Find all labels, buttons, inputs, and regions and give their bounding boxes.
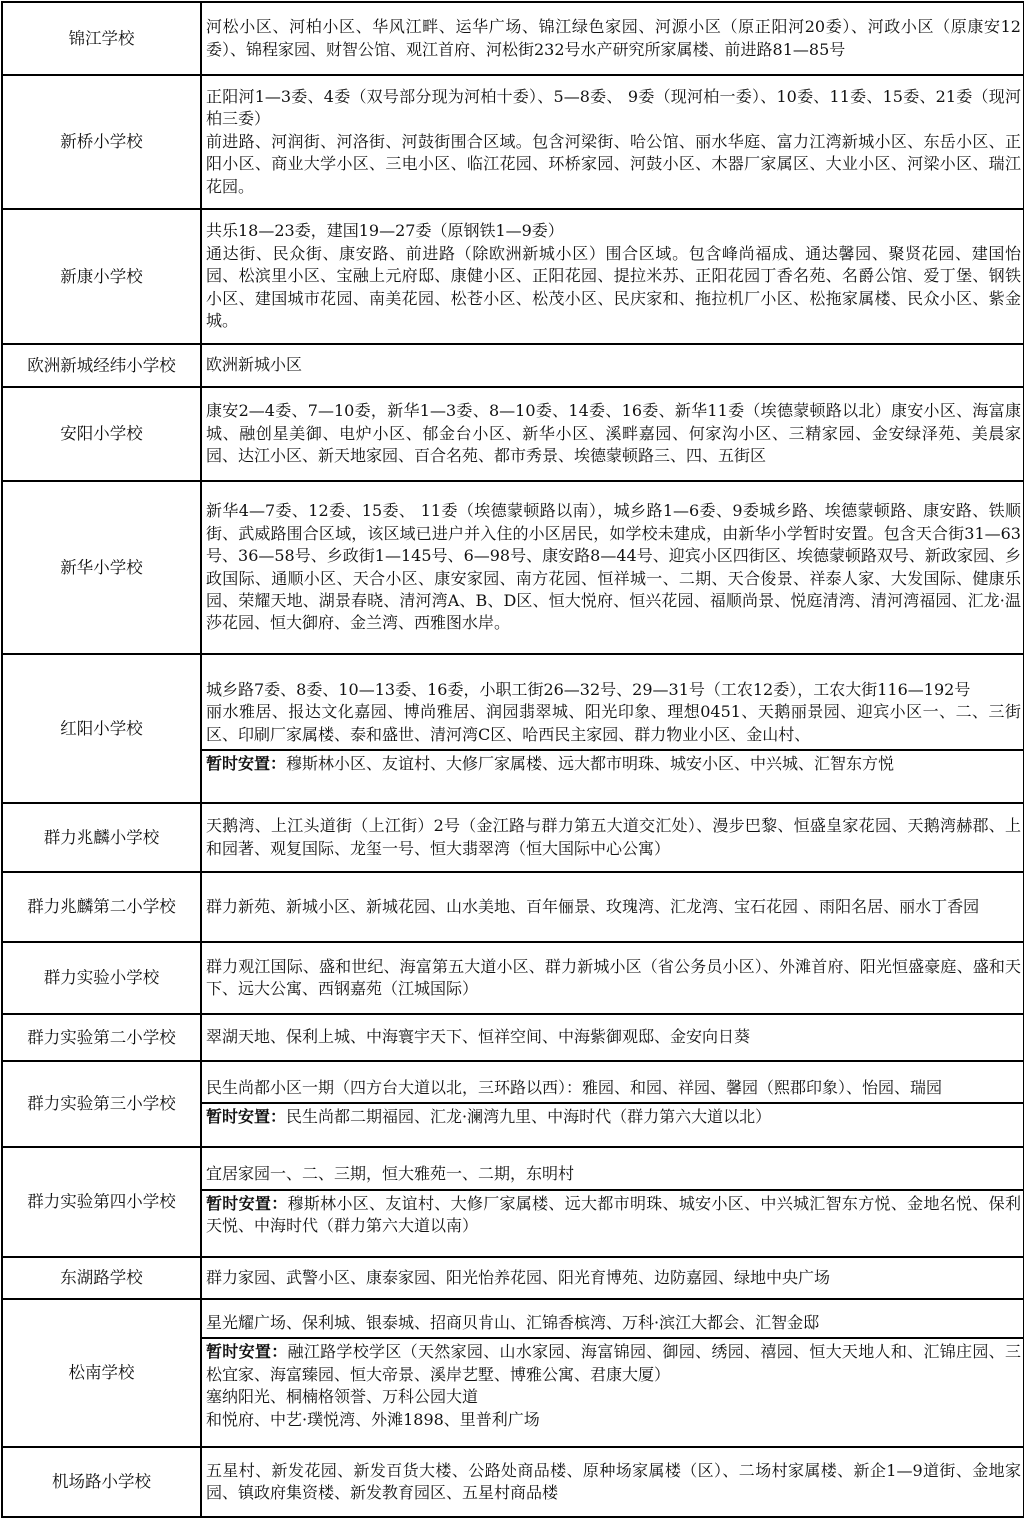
school-name: 群力兆麟小学校 [2, 803, 201, 872]
temporary-placement-text: 民生尚都二期福园、汇龙·澜湾九里、中海时代（群力第六大道以北） [286, 1107, 772, 1126]
temporary-placement-label: 暂时安置： [206, 1342, 288, 1362]
area-paragraph: 五星村、新发花园、新发百货大楼、公路处商品楼、原种场家属楼（区）、二场村家属楼、新企1—9道街、金地家园、镇政府集资楼、新发教育园区、五星村商品楼 [206, 1460, 1021, 1502]
district-area [201, 75, 1024, 209]
area-paragraph: 宜居家园一、二、三期，恒大雅苑一、二期，东明村 [206, 1164, 575, 1184]
district-row [2, 344, 1024, 387]
area-paragraph: 通达街、民众街、康安路、前进路（除欧洲新城小区）围合区域。包含峰尚福成、通达馨园、聚贤花园、建国怡园、松滨里小区、宝融上元府邸、康健小区、正阳花园、提拉米苏、正阳花园丁香名苑、名爵公馆、爱丁堡、钢铁小区、建国城市花园、南美花园、松苍小区、松茂小区、民庆家和、拖拉机厂小区、松拖家属楼、民众小区、紫金城。 [206, 243, 1021, 331]
school-name: 新康小学校 [2, 209, 201, 344]
school-name: 机场路小学校 [2, 1447, 201, 1517]
area-paragraph: 翠湖天地、保利上城、中海寰宇天下、恒祥空间、中海紫御观邸、金安向日葵 [206, 1027, 751, 1047]
area-paragraph: 丽水雅居、报达文化嘉园、博尚雅居、润园翡翠城、阳光印象、理想0451、天鹅丽景园、迎宾小区一、二、三街区、印刷厂家属楼、泰和盛世、清河湾C区、哈西民主家园、群力物业小区、金山村、 [206, 702, 1021, 744]
area-paragraph: 群力家园、武警小区、康泰家园、阳光怡养花园、阳光育博苑、边防嘉园、绿地中央广场 [206, 1267, 831, 1287]
district-area [201, 387, 1024, 481]
area-paragraph: 新华4—7委、12委、15委、 11委（埃德蒙顿路以南），城乡路1—6委、9委城乡路、埃德蒙顿路、康安路、铁顺街、武威路围合区域，该区域已进户并入住的小区居民，如学校未建成，由新华小学暂时安置。包含天合街31—63号、36—58号、乡政街1—145号、6—98号、康安路8—44号、迎宾小区四街区、埃德蒙顿路双号、新政家园、乡政国际、通顺小区、天合小区、康安家园、南方花园、恒祥城一、二期、天合俊景、祥泰人家、大发国际、健康乐园、荣耀天地、湖景春晓、清河湾A、B、D区、恒大悦府、恒兴花园、福顺尚景、悦庭清湾、清河湾福园、汇龙·温莎花园、恒大御府、金兰湾、西雅图水岸。 [206, 501, 1021, 633]
temporary-placement [202, 1189, 1023, 1241]
district-row [2, 75, 1024, 209]
temporary-placement-text: 穆斯林小区、友谊村、大修厂家属楼、远大都市明珠、城安小区、中兴城汇智东方悦、金地名悦、保利天悦、中海时代（群力第六大道以南） [206, 1193, 1021, 1236]
school-district-table [1, 1, 1024, 1518]
school-name: 群力实验第三小学校 [2, 1061, 201, 1147]
area-paragraph: 前进路、河润街、河洛街、河鼓街围合区域。包含河梁街、哈公馆、丽水华庭、富力江湾新城小区、东岳小区、正阳小区、商业大学小区、三电小区、临江花园、环桥家园、河鼓小区、木器厂家属区、大业小区、河梁小区、瑞江花园。 [206, 131, 1021, 196]
school-name: 群力兆麟第二小学校 [2, 872, 201, 942]
district-area [201, 2, 1024, 75]
district-row [2, 1447, 1024, 1517]
district-area [201, 1147, 1024, 1257]
district-row [2, 387, 1024, 481]
school-name: 群力实验第四小学校 [2, 1147, 201, 1257]
school-name: 锦江学校 [2, 2, 201, 75]
district-area [201, 942, 1024, 1014]
district-row [2, 481, 1024, 654]
district-area [201, 344, 1024, 387]
temporary-placement-text: 融江路学校学区（天然家园、山水家园、海富锦园、御园、绣园、禧园、恒大天地人和、汇锦庄园、三松宜家、海富臻园、恒大帝景、溪岸艺墅、博雅公寓、君康大厦） [206, 1342, 1021, 1384]
district-area [201, 1447, 1024, 1517]
area-paragraph: 群力观江国际、盛和世纪、海富第五大道小区、群力新城小区（省公务员小区）、外滩首府、阳光恒盛豪庭、盛和天下、远大公寓、西钢嘉苑（江城国际） [206, 956, 1021, 998]
district-area [201, 1014, 1024, 1061]
district-row [2, 803, 1024, 872]
district-row [2, 1061, 1024, 1147]
temporary-placement [202, 1102, 1023, 1131]
temporary-placement-label: 暂时安置： [206, 1193, 288, 1213]
school-name: 群力实验小学校 [2, 942, 201, 1014]
temporary-placement [202, 1337, 1023, 1434]
district-area [201, 209, 1024, 344]
school-name: 新桥小学校 [2, 75, 201, 209]
district-row [2, 1257, 1024, 1299]
district-area [201, 1257, 1024, 1299]
school-name: 欧洲新城经纬小学校 [2, 344, 201, 387]
area-paragraph: 城乡路7委、8委、10—13委、16委，小职工街26—32号、29—31号（工农12委），工农大街116—192号 [206, 679, 971, 699]
school-name: 群力实验第二小学校 [2, 1014, 201, 1061]
district-area [201, 1299, 1024, 1447]
area-paragraph: 河松小区、河柏小区、华风江畔、运华广场、锦江绿色家园、河源小区（原正阳河20委）、河政小区（原康安12委）、锦程家园、财智公馆、观江首府、河松街232号水产研究所家属楼、前进路81—85号 [206, 17, 1021, 59]
temporary-placement-text: 穆斯林小区、友谊村、大修厂家属楼、远大都市明珠、城安小区、中兴城、汇智东方悦 [286, 753, 895, 773]
district-area [201, 1061, 1024, 1147]
district-row [2, 1299, 1024, 1447]
district-row [2, 942, 1024, 1014]
temporary-placement-label: 暂时安置： [206, 753, 287, 773]
district-area [201, 481, 1024, 654]
district-row [2, 1147, 1024, 1257]
district-row [2, 209, 1024, 344]
school-name: 东湖路学校 [2, 1257, 201, 1299]
area-paragraph: 塞纳阳光、桐楠格领誉、万科公园大道 [206, 1387, 479, 1407]
area-paragraph: 星光耀广场、保利城、银泰城、招商贝肯山、汇锦香槟湾、万科·滨江大都会、汇智金邸 [206, 1312, 820, 1332]
district-row [2, 654, 1024, 803]
area-paragraph: 民生尚都小区一期（四方台大道以北，三环路以西）：雅园、和园、祥园、馨园（熙郡印象）、怡园、瑞园 [206, 1077, 943, 1097]
temporary-placement [202, 749, 1023, 778]
district-row [2, 1014, 1024, 1061]
temporary-placement-label: 暂时安置： [206, 1107, 287, 1126]
district-row [2, 872, 1024, 942]
area-paragraph: 正阳河1—3委、4委（双号部分现为河柏十委）、5—8委、 9委（现河柏一委）、10委、11委、15委、21委（现河柏三委） [206, 86, 1021, 129]
district-area [201, 654, 1024, 803]
area-paragraph: 康安2—4委、7—10委，新华1—3委、8—10委、14委、16委、新华11委（埃德蒙顿路以北）康安小区、海富康城、融创星美御、电炉小区、郁金台小区、新华小区、溪畔嘉园、何家沟小区、三精家园、金安绿泽苑、美晨家园、达江小区、新天地家园、百合名苑、都市秀景、埃德蒙顿路三、四、五街区 [206, 401, 1021, 466]
school-name: 新华小学校 [2, 481, 201, 654]
school-name: 安阳小学校 [2, 387, 201, 481]
district-row [2, 2, 1024, 75]
area-paragraph: 天鹅湾、上江头道街（上江街）2号（金江路与群力第五大道交汇处）、漫步巴黎、恒盛皇家花园、天鹅湾赫郡、上和园著、观复国际、龙玺一号、恒大翡翠湾（恒大国际中心公寓） [206, 816, 1021, 858]
district-area [201, 872, 1024, 942]
area-paragraph: 和悦府、中艺·璞悦湾、外滩1898、里普利广场 [206, 1409, 540, 1429]
area-paragraph: 共乐18—23委，建国19—27委（原钢铁1—9委） [206, 221, 564, 241]
district-area [201, 803, 1024, 872]
school-name: 红阳小学校 [2, 654, 201, 803]
school-name: 松南学校 [2, 1299, 201, 1447]
area-paragraph: 群力新苑、新城小区、新城花园、山水美地、百年俪景、玫瑰湾、汇龙湾、宝石花园 、雨阳名居、丽水丁香园 [206, 896, 980, 916]
area-paragraph: 欧洲新城小区 [206, 355, 303, 375]
